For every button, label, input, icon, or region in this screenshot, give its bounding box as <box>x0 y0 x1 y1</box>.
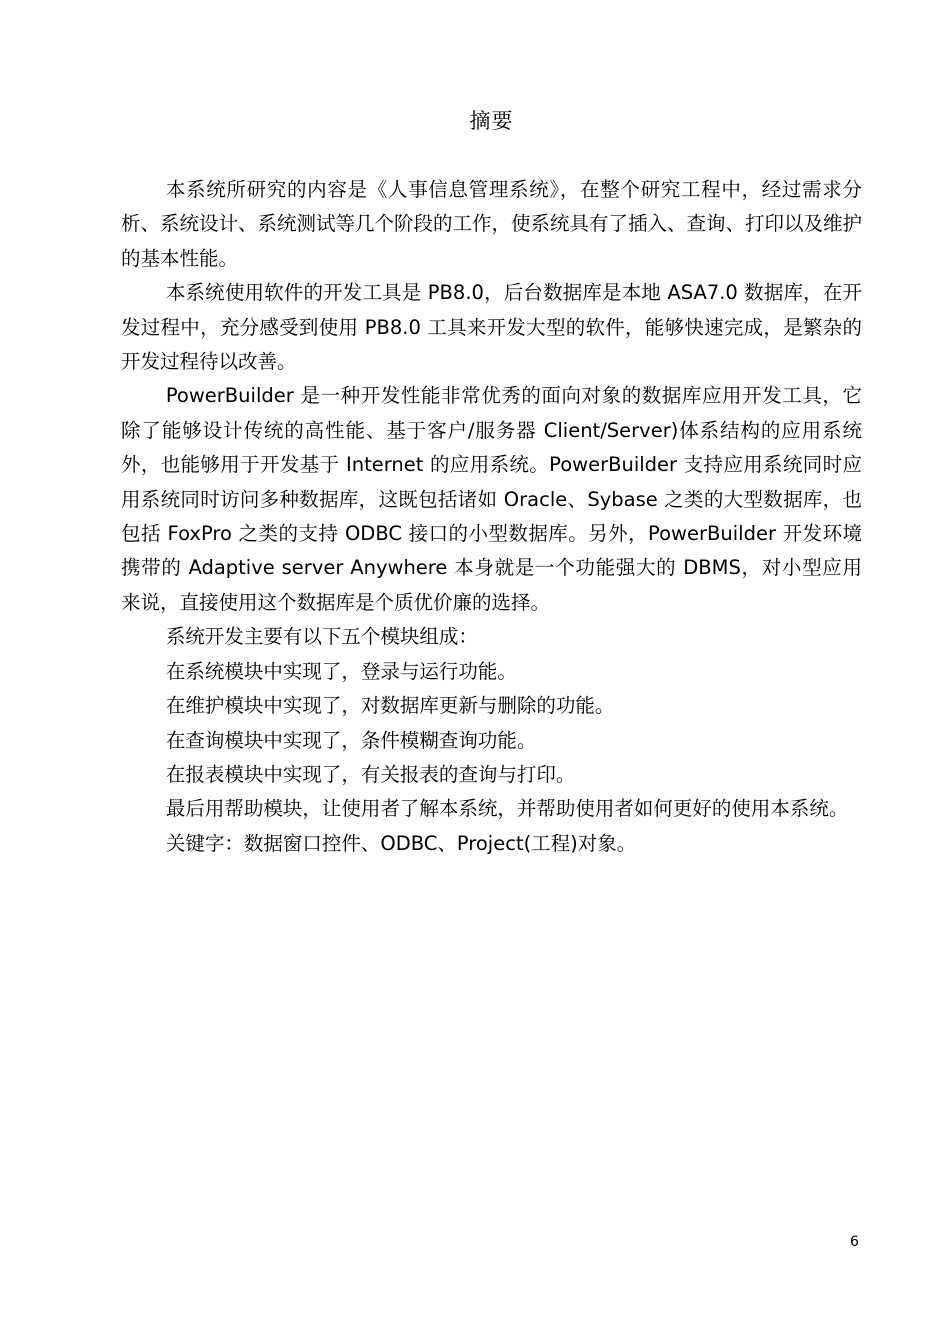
paragraph-powerbuilder: PowerBuilder 是一种开发性能非常优秀的面向对象的数据库应用开发工具，它除了能够设计传统的高性能、基于客户/服务器 Client/Server)体系结构的应用系统外，也能够用于开发基于 Internet 的应用系统。PowerBuilder 支持应用系统同时应用系统同时访问多种数据库，这既包括诸如 Oracle、Sybase 之类的大型数据库，也包括 FoxPro 之类的支持 ODBC 接口的小型数据库。另外，PowerBuilder 开发环境携带的 Adaptive server Anywhere 本身就是一个功能强大的 DBMS，对小型应用来说，直接使用这个数据库是个质优价廉的选择。 <box>121 384 862 614</box>
page-number: 6 <box>850 1234 859 1250</box>
abstract-body <box>121 173 862 861</box>
paragraph-report-module: 在报表模块中实现了，有关报表的查询与打印。 <box>165 762 576 786</box>
page-title: 摘要 <box>469 109 514 133</box>
paragraph-keywords: 关键字：数据窗口控件、ODBC、Project(工程)对象。 <box>165 831 637 855</box>
paragraph-modules-intro: 系统开发主要有以下五个模块组成： <box>165 625 478 649</box>
paragraph-system-module: 在系统模块中实现了，登录与运行功能。 <box>165 659 517 683</box>
paragraph-maintenance-module: 在维护模块中实现了，对数据库更新与删除的功能。 <box>165 694 615 718</box>
paragraph-help-module: 最后用帮助模块，让使用者了解本系统，并帮助使用者如何更好的使用本系统。 <box>165 797 849 821</box>
paragraph-query-module: 在查询模块中实现了，条件模糊查询功能。 <box>165 728 537 752</box>
paragraph-tools: 本系统使用软件的开发工具是 PB8.0，后台数据库是本地 ASA7.0 数据库，在开发过程中，充分感受到使用 PB8.0 工具来开发大型的软件，能够快速完成，是繁杂的开发过程待以改善。 <box>121 281 862 374</box>
paragraph-intro: 本系统所研究的内容是《人事信息管理系统》，在整个研究工程中，经过需求分析、系统设计、系统测试等几个阶段的工作，使系统具有了插入、查询、打印以及维护的基本性能。 <box>121 178 863 270</box>
